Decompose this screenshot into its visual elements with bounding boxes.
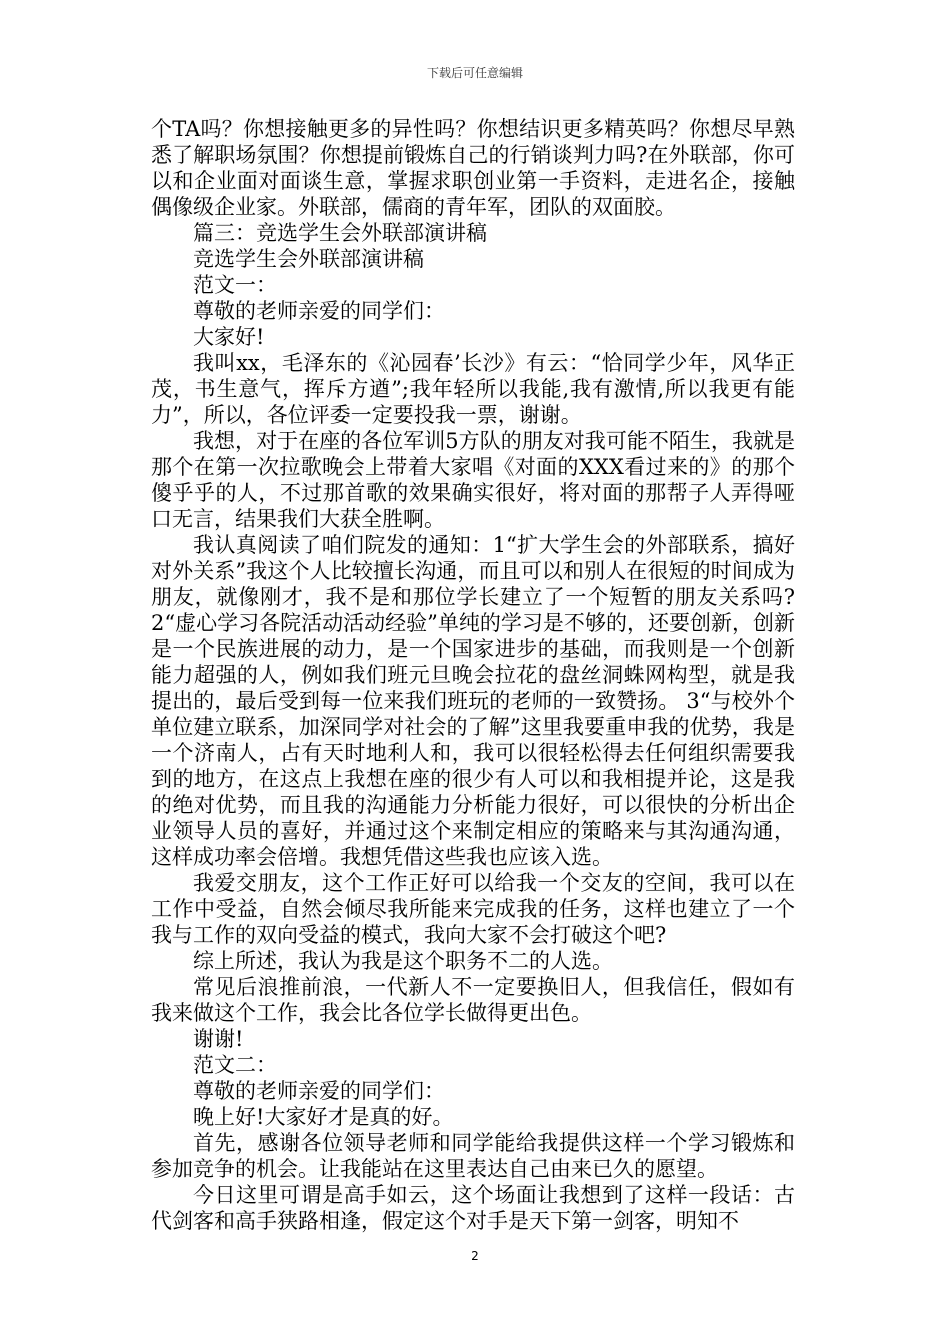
page-header: 下载后可任意编辑 (426, 66, 523, 80)
page-number: 2 (471, 1249, 479, 1263)
paragraph: 晚上好!大家好才是真的好。 (193, 1105, 454, 1129)
paragraph: 个TA吗？你想接触更多的异性吗？你想结识更多精英吗？你想尽早熟悉了解职场氛围？你想提前锻炼自己的行销谈判力吗?在外联部，你可以和企业面对面谈生意，掌握求职创业第一手资料，走进名企，接触偶像级企业家。外联部，儒商的青年军，团队的双面胶。 (151, 117, 795, 219)
paragraph: 大家好! (193, 325, 265, 349)
paragraph: 首先，感谢各位领导老师和同学能给我提供这样一个学习锻炼和参加竞争的机会。让我能站在这里表达自己由来已久的愿望。 (151, 1131, 795, 1181)
document-body (151, 116, 795, 1234)
paragraph: 竞选学生会外联部演讲稿 (193, 247, 424, 271)
paragraph: 尊敬的老师亲爱的同学们： (193, 299, 445, 323)
paragraph: 我叫xx，毛泽东的《沁园春’长沙》有云：“恰同学少年，风华正茂，书生意气，挥斥方遒”;我年轻所以我能,我有激情,所以我更有能力”，所以，各位评委一定要投我一票，谢谢。 (151, 351, 795, 427)
paragraph: 篇三：竞选学生会外联部演讲稿 (193, 221, 487, 245)
paragraph: 综上所述，我认为我是这个职务不二的人选。 (193, 949, 613, 973)
paragraph: 谢谢! (193, 1027, 244, 1051)
paragraph: 范文二： (193, 1053, 277, 1077)
paragraph: 范文一： (193, 273, 277, 297)
paragraph: 我认真阅读了咱们院发的通知：1“扩大学生会的外部联系，搞好对外关系”我这个人比较擅长沟通，而且可以和别人在很短的时间成为朋友，就像刚才，我不是和那位学长建立了一个短暂的朋友关系吗? 2“虚心学习各院活动活动经验”单纯的学习是不够的，还要创新，创新是一个民族进展的动力，是一个国家进步的基础，而我则是一个创新能力超强的人，例如我们班元旦晚会拉花的盘丝洞蛛网构型，就是我提出的，最后受到每一位来我们班玩的老师的一致赞扬。 3“与校外个单位建立联系，加深同学对社会的了解”这里我要重申我的优势，我是一个济南人，占有天时地利人和，我可以很轻松得去任何组织需要我到的地方，在这点上我想在座的很少有人可以和我相提并论，这是我的绝对优势，而且我的沟通能力分析能力很好，可以很快的分析出企业领导人员的喜好，并通过这个来制定相应的策略来与其沟通沟通，这样成功率会倍增。我想凭借这些我也应该入选。 (151, 533, 795, 869)
paragraph: 尊敬的老师亲爱的同学们： (193, 1079, 445, 1103)
paragraph: 今日这里可谓是高手如云，这个场面让我想到了这样一段话：古代剑客和高手狭路相逢，假定这个对手是天下第一剑客，明知不 (151, 1183, 795, 1233)
paragraph: 我想，对于在座的各位军训5方队的朋友对我可能不陌生，我就是那个在第一次拉歌晚会上带着大家唱《对面的XXX看过来的》的那个傻乎乎的人，不过那首歌的效果确实很好，将对面的那帮子人弄得哑口无言，结果我们大获全胜啊。 (151, 429, 795, 531)
paragraph: 我爱交朋友，这个工作正好可以给我一个交友的空间，我可以在工作中受益，自然会倾尽我所能来完成我的任务，这样也建立了一个我与工作的双向受益的模式，我向大家不会打破这个吧? (151, 871, 795, 947)
paragraph: 常见后浪推前浪，一代新人不一定要换旧人，但我信任，假如有我来做这个工作，我会比各位学长做得更出色。 (151, 975, 795, 1025)
